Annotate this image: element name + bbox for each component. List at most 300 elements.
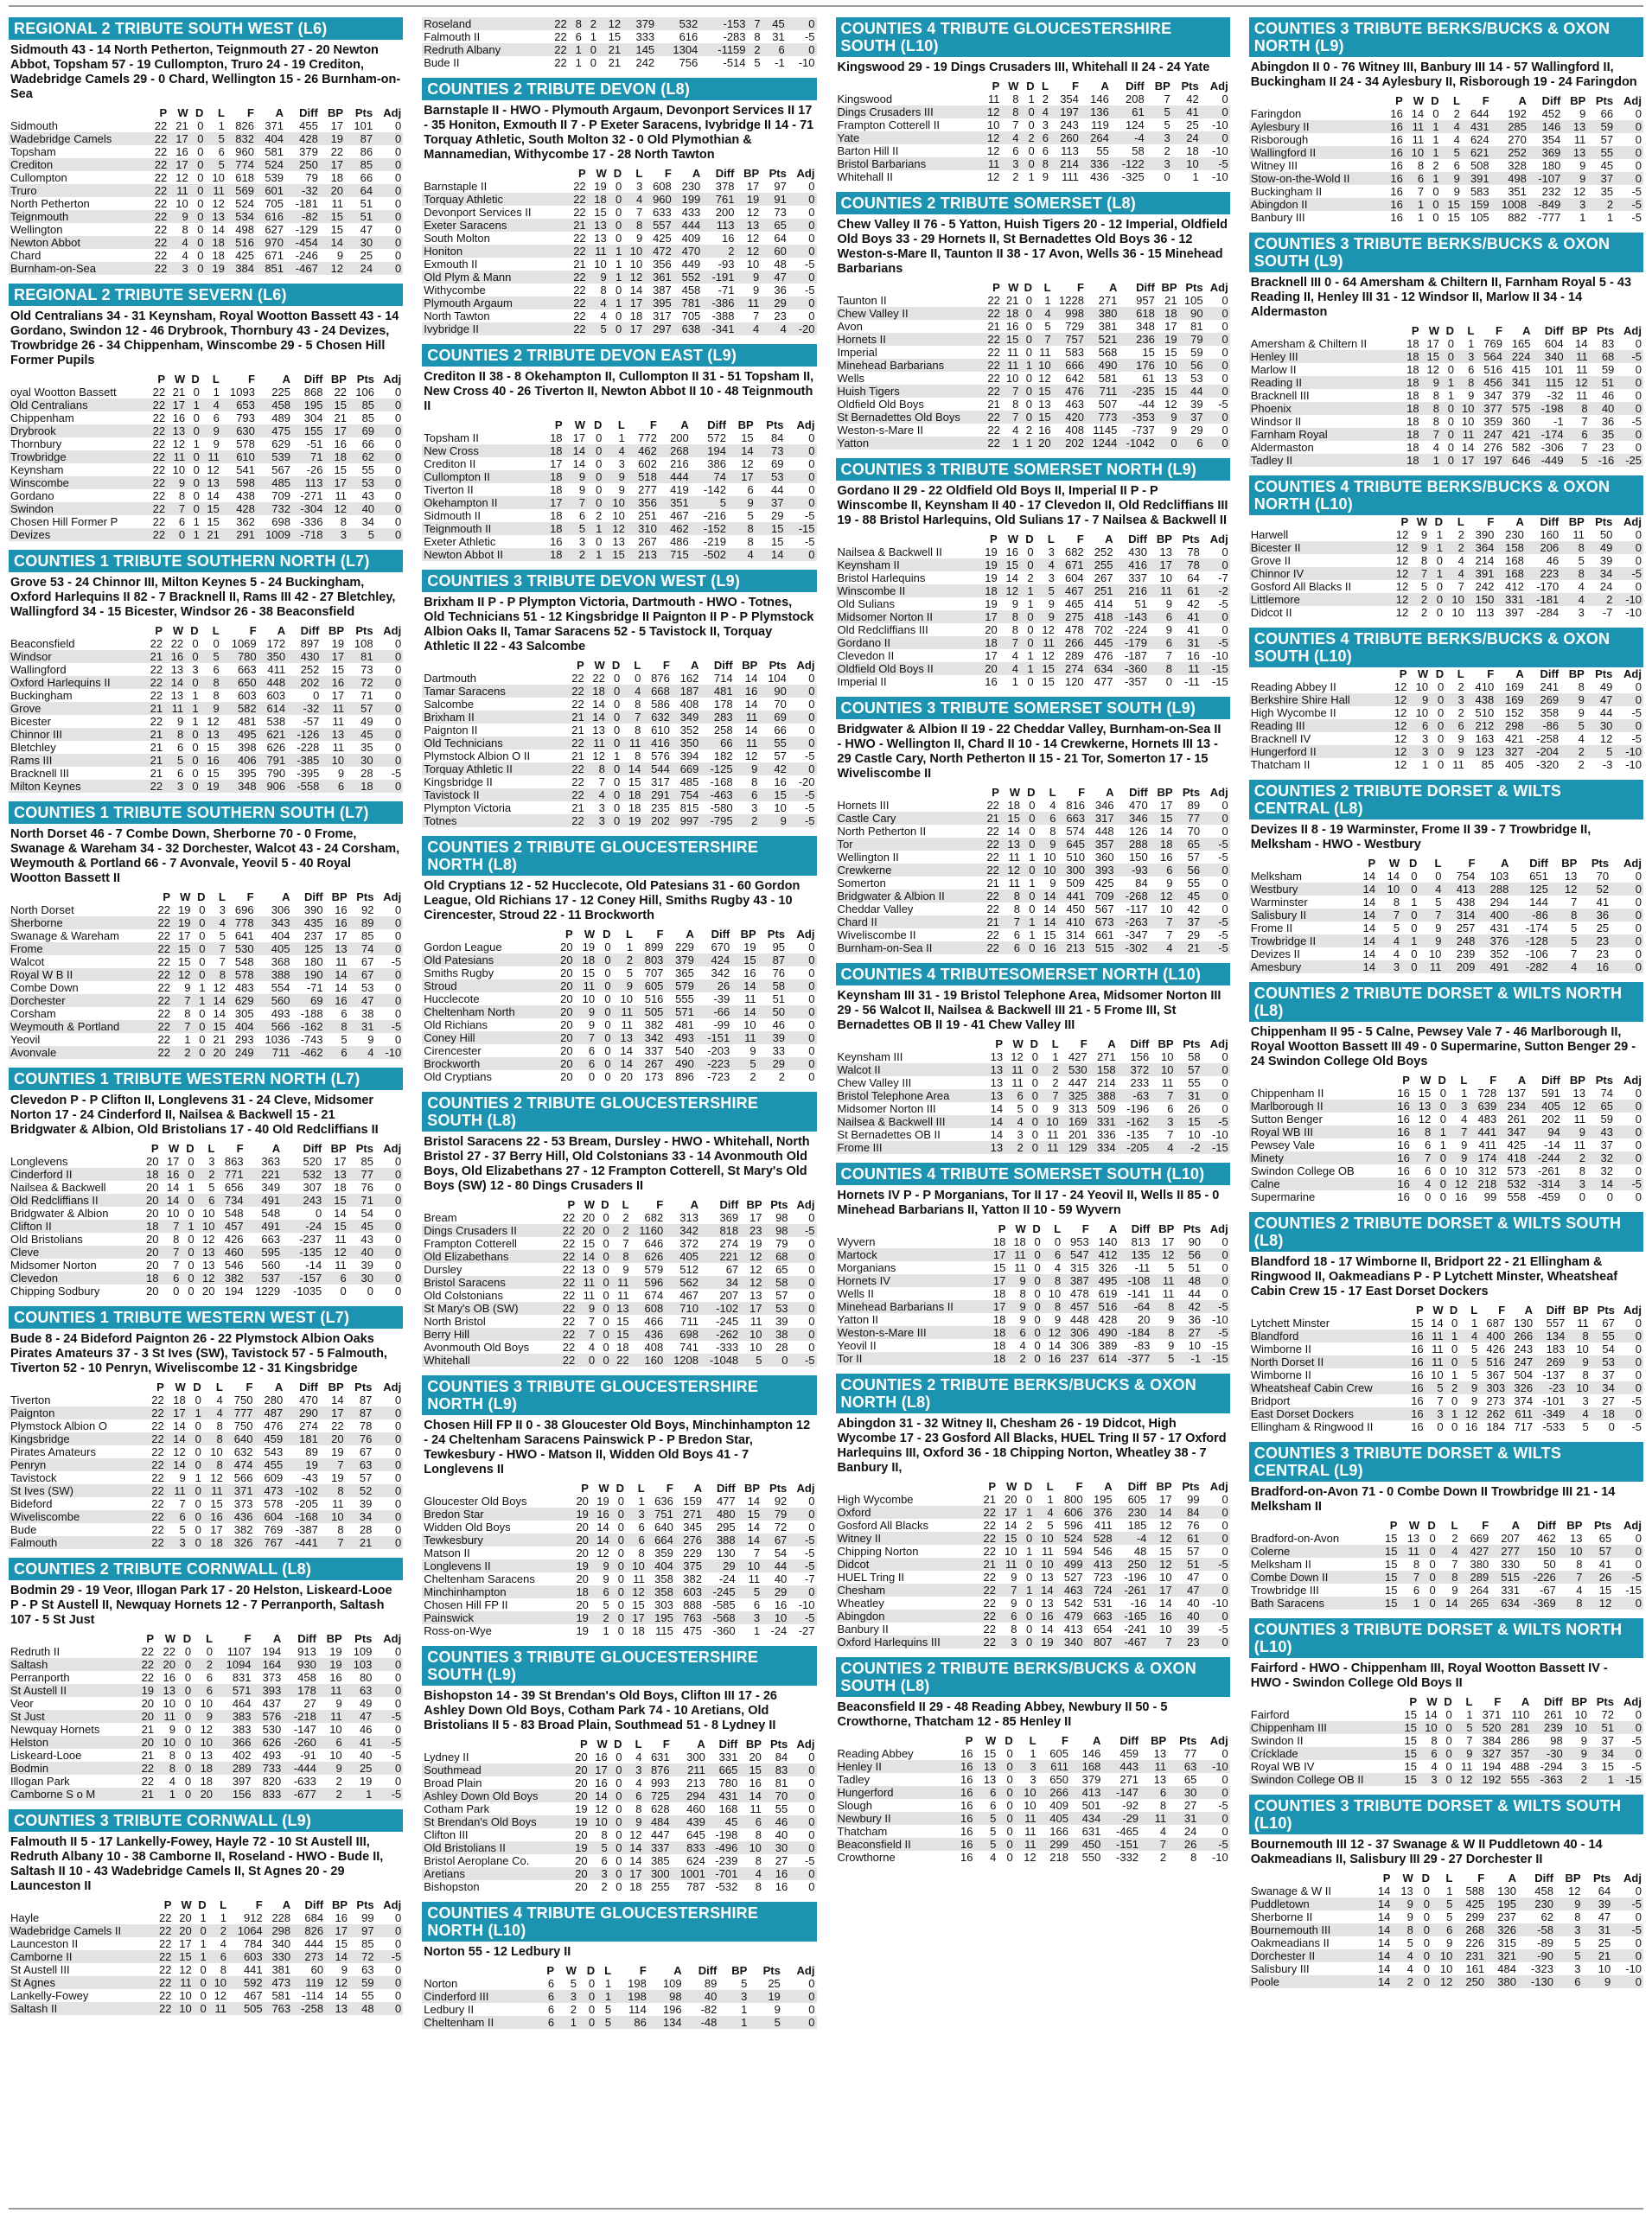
stat-cell: 15 (1404, 1760, 1417, 1773)
stat-cell: 3 (1001, 157, 1020, 170)
column-header: A (692, 167, 701, 180)
stat-cell: 16 (960, 1799, 973, 1812)
stat-cell: 2 (1007, 1352, 1027, 1365)
stat-cell: 0 (788, 271, 817, 284)
stat-cell: -198 (1533, 402, 1566, 415)
stat-cell: 0 (1202, 610, 1230, 623)
league-title: COUNTIES 2 TRIBUTE SOMERSET (L8) (836, 192, 1230, 214)
stat-cell: 6 (601, 1854, 608, 1867)
stat-cell: 12 (200, 1723, 214, 1736)
stat-cell: 0 (395, 637, 402, 650)
stat-cell: 14 (1353, 934, 1377, 947)
stat-cell: -218 (283, 1710, 318, 1723)
stat-cell: 476 (1053, 385, 1086, 398)
team-name: Cotham Park (424, 1802, 490, 1815)
stat-cell: 4 (1001, 131, 1020, 144)
table-row (1249, 1342, 1643, 1355)
stat-cell: 5 (564, 522, 588, 535)
stat-cell: 0 (604, 1070, 611, 1083)
stat-cell: 340 (271, 1937, 291, 1950)
stat-cell: 8 (1393, 896, 1400, 909)
column-header (422, 1964, 539, 1977)
column-header: L (212, 373, 220, 386)
stat-cell: 8 (1043, 1274, 1062, 1287)
stat-cell: 19 (1157, 333, 1179, 346)
stat-cell: 413 (1063, 1623, 1083, 1636)
team-name: Hayle (10, 1911, 40, 1924)
stat-cell: 477 (1094, 675, 1113, 688)
stat-cell: 10 (1461, 415, 1475, 428)
team-name: oyal Wootton Bassett (10, 386, 117, 399)
column-header: Adj (1209, 281, 1228, 294)
team-name: Trowbridge II (1249, 934, 1353, 947)
team-name: Longlevens II (422, 1559, 570, 1572)
table-header-row (836, 281, 1230, 294)
stat-cell: -90 (1518, 1949, 1555, 1962)
stat-cell: 0 (788, 245, 817, 258)
column-header: Pts (1179, 1734, 1197, 1747)
stat-cell: 763 (675, 1611, 704, 1624)
column-header: Diff (713, 659, 733, 672)
stat-cell: 0 (1025, 1063, 1040, 1076)
table-row (836, 1300, 1230, 1313)
stat-cell: 291 (642, 788, 672, 801)
stat-cell: 19 (570, 1841, 590, 1854)
stat-cell: 346 (1094, 799, 1114, 812)
stat-cell: 19 (570, 1559, 590, 1572)
stat-cell: 0 (1635, 896, 1642, 909)
stat-cell: 314 (1066, 928, 1086, 941)
stat-cell: 22 (152, 942, 172, 955)
stat-cell: 16 (1397, 1164, 1410, 1177)
stat-cell: 16 (172, 411, 186, 424)
stat-cell: 0 (206, 1645, 214, 1658)
team-name: Chard II (836, 915, 980, 928)
stat-cell: 16 (1005, 320, 1019, 333)
stat-cell: 1 (1029, 877, 1036, 890)
league-results: Chosen Hill FP II 0 - 38 Gloucester Old Boys, Minchinhampton 12 - 24 Cheltenham Saracens Painswick P - P Bredon Star, Tewkesbury - HWO - Matson II, Widden Old Boys 41 - 7 Longlevens II (424, 1419, 811, 1476)
stat-cell: 8 (1412, 1126, 1432, 1138)
stat-cell: 0 (808, 1237, 815, 1250)
column-header: W (598, 1482, 609, 1495)
stat-cell: 8 (164, 728, 185, 741)
stat-cell: 639 (1469, 1100, 1498, 1113)
stat-cell: 18 (1157, 307, 1179, 320)
stat-cell: 15 (1404, 1708, 1417, 1721)
stat-cell: 868 (303, 386, 323, 399)
table-row (836, 864, 1230, 877)
stat-cell: -162 (291, 1020, 324, 1033)
team-name: Yatton II (837, 1313, 878, 1326)
stat-cell: 2 (584, 17, 598, 30)
stat-cell: 0 (1029, 799, 1036, 812)
stat-cell: 0 (1616, 1747, 1643, 1760)
stat-cell: 0 (1437, 758, 1445, 771)
stat-cell: 18 (992, 1287, 1006, 1300)
stat-cell: 37 (756, 496, 786, 509)
stat-cell: 16 (735, 685, 760, 698)
stat-cell: 22 (977, 1636, 998, 1649)
column-header: W (1417, 667, 1429, 680)
table-row (1249, 1330, 1643, 1342)
stat-cell: 3 (164, 780, 185, 793)
stat-cell: 769 (1483, 337, 1502, 350)
stat-cell: -5 (804, 749, 815, 762)
stat-cell: 19 (201, 780, 221, 793)
stat-cell: 10 (1048, 1287, 1062, 1300)
stat-cell: 6 (178, 515, 186, 528)
stat-cell: 524 (235, 197, 254, 210)
stat-cell: 0 (181, 1272, 195, 1285)
stat-cell: -102 (284, 1484, 320, 1497)
stat-cell: 458 (1534, 1885, 1553, 1897)
stat-cell: -5 (1202, 1326, 1230, 1339)
stat-cell: 16 (722, 232, 735, 245)
team-name: Fairford (1250, 1708, 1290, 1721)
table-row (422, 30, 816, 43)
column-header: P (567, 1198, 576, 1211)
stat-cell: -24 (282, 1220, 323, 1233)
column-header: W (1008, 281, 1019, 294)
team-name: Banbury II (837, 1623, 889, 1636)
stat-cell: 325 (1061, 1089, 1089, 1102)
stat-cell: 76 (360, 1181, 373, 1194)
stat-cell: 9 (167, 476, 187, 489)
stat-cell: 5 (604, 2003, 612, 2016)
stat-cell: 7 (575, 1031, 596, 1044)
table-row (836, 941, 1230, 954)
league-section (1249, 780, 1643, 973)
stat-cell: 22 (154, 145, 168, 158)
stat-cell: 6 (160, 1272, 181, 1285)
stat-cell: 12 (1395, 606, 1409, 619)
column-header: Adj (1623, 1304, 1642, 1317)
stat-cell: 16 (1390, 211, 1403, 224)
stat-cell: 22 (986, 902, 999, 915)
stat-cell: 0 (375, 968, 403, 981)
table-header-row (422, 1198, 816, 1211)
table-header-row (422, 1482, 816, 1495)
column-header: Diff (1534, 1872, 1553, 1885)
stat-cell: 250 (285, 158, 320, 171)
stat-cell: 0 (808, 232, 815, 245)
stat-cell: 340 (1533, 350, 1566, 363)
stat-cell: 0 (1429, 1558, 1436, 1571)
stat-cell: -27 (798, 1624, 815, 1637)
stat-cell: 11 (169, 184, 189, 197)
stat-cell: -347 (1125, 928, 1148, 941)
stat-cell: 20 (576, 1547, 589, 1559)
stat-cell: 14 (325, 968, 349, 981)
stat-cell: 6 (1179, 437, 1205, 450)
stat-cell: 6 (1167, 1102, 1174, 1115)
stat-cell: 8 (638, 1547, 645, 1559)
stat-cell: 357 (1087, 838, 1116, 851)
column-header: BP (1156, 533, 1172, 545)
team-name: Chosen Hill Former P (10, 515, 118, 528)
stat-cell: 0 (1221, 372, 1228, 385)
stat-cell: -241 (1124, 1623, 1147, 1636)
column-header: W (175, 1381, 186, 1393)
column-header: Pts (354, 1632, 373, 1645)
stat-cell: 14 (1369, 1923, 1392, 1936)
column-header: Pts (1182, 1480, 1200, 1493)
column-header: A (691, 659, 699, 672)
table-row (1249, 107, 1643, 120)
stat-cell: 0 (1202, 1636, 1230, 1649)
column-header: W (584, 1198, 596, 1211)
team-name: Bideford (10, 1497, 53, 1510)
team-name: Truro (9, 184, 148, 197)
stat-cell: 11 (1566, 350, 1590, 363)
stat-cell: 19 (985, 545, 998, 558)
stat-cell: 12 (1042, 623, 1055, 636)
stat-cell: 485 (257, 476, 292, 489)
stat-cell: 9 (1166, 877, 1173, 890)
stat-cell: 12 (1426, 363, 1439, 376)
stat-cell: 36 (774, 284, 787, 297)
league-section (9, 1068, 403, 1298)
stat-cell: 1 (604, 1977, 612, 1990)
stat-cell: 4 (1036, 105, 1050, 118)
stat-cell: 0 (1617, 1355, 1643, 1368)
stat-cell: 168 (1496, 567, 1526, 580)
team-name: Huish Tigers (836, 385, 984, 398)
stat-cell: 103 (1489, 870, 1509, 883)
stat-cell: 47 (360, 223, 373, 236)
stat-cell: 13 (201, 1259, 215, 1272)
stat-cell: 0 (395, 741, 402, 754)
stat-cell: 0 (374, 236, 403, 249)
stat-cell: 515 (1087, 941, 1116, 954)
table-row (9, 1510, 403, 1523)
stat-cell: 22 (980, 864, 1001, 877)
stat-cell: 0 (1025, 294, 1033, 307)
column-header (1249, 1519, 1377, 1532)
stat-cell: -10 (1198, 1760, 1229, 1773)
stat-cell: 4 (736, 322, 761, 335)
stat-cell: 48 (349, 2002, 376, 2015)
stat-cell: 8 (203, 1432, 225, 1445)
stat-cell: 6 (1432, 1923, 1454, 1936)
stat-cell: -395 (297, 767, 320, 780)
stat-cell: 350 (672, 737, 701, 749)
table-row (9, 955, 403, 968)
stat-cell: 14 (756, 548, 786, 561)
stat-cell: -10 (1625, 606, 1642, 619)
column-header: W (1408, 1519, 1420, 1532)
table-row (422, 1341, 816, 1354)
stat-cell: 12 (1394, 758, 1407, 771)
stat-cell: 16 (774, 1598, 788, 1611)
stat-cell: 0 (577, 1354, 596, 1367)
column-header: L (215, 1381, 223, 1393)
stat-cell: 12 (1395, 554, 1409, 567)
stat-cell: 0 (374, 210, 403, 223)
stat-cell: 0 (373, 1510, 403, 1523)
stat-cell: -205 (1118, 1141, 1151, 1154)
stat-cell: 10 (196, 1220, 217, 1233)
table-row (9, 1393, 403, 1406)
stat-cell: 0 (188, 1155, 195, 1168)
stat-cell: 11 (156, 1710, 177, 1723)
column-header: D (1027, 786, 1036, 799)
stat-cell: 9 (1448, 1151, 1469, 1164)
league-table (1249, 1074, 1643, 1203)
stat-cell: 352 (679, 724, 699, 737)
column-header: BP (1572, 1304, 1589, 1317)
team-name: Illogan Park (10, 1775, 70, 1788)
stat-cell: 12 (1011, 1050, 1024, 1063)
stat-cell: 784 (243, 1937, 263, 1950)
stat-cell: 0 (1202, 812, 1230, 825)
stat-cell: 3 (1574, 1962, 1581, 1975)
stat-cell: 698 (271, 515, 290, 528)
stat-cell: 807 (1085, 1636, 1114, 1649)
stat-cell: 4 (1019, 1339, 1026, 1352)
stat-cell: 9 (575, 1005, 596, 1018)
stat-cell: 285 (1491, 120, 1528, 133)
stat-cell: 1 (1579, 211, 1586, 224)
stat-cell: 27 (1602, 1394, 1615, 1407)
stat-cell: -244 (1528, 1151, 1562, 1164)
team-name: Chippenham II (1250, 1087, 1324, 1100)
league-table (422, 928, 816, 1083)
stat-cell: 342 (711, 966, 730, 979)
stat-cell: 20 (582, 1211, 596, 1224)
league-section (836, 963, 1230, 1154)
stat-cell: 0 (1034, 1287, 1041, 1300)
column-header: L (218, 890, 226, 903)
stat-cell: 15 (731, 953, 757, 966)
stat-cell: 0 (787, 979, 816, 992)
stat-cell: 21 (150, 767, 163, 780)
stat-cell: -514 (723, 56, 746, 69)
stat-cell: 12 (1584, 1597, 1613, 1610)
stat-cell: 0 (1615, 146, 1643, 159)
stat-cell: 5 (164, 754, 185, 767)
stat-cell: 165 (1511, 337, 1531, 350)
stat-cell: 78 (1174, 558, 1202, 571)
stat-cell: 0 (190, 262, 206, 275)
stat-cell: 34 (361, 515, 375, 528)
stat-cell: 602 (638, 457, 657, 470)
stat-cell: 0 (1616, 402, 1643, 415)
stat-cell: 14 (1041, 1623, 1054, 1636)
stat-cell: 29 (762, 1585, 788, 1598)
table-row (9, 903, 403, 916)
stat-cell: 0 (788, 685, 817, 698)
stat-cell: 0 (788, 219, 817, 232)
stat-cell: 22 (151, 1471, 164, 1484)
column-header: BP (330, 373, 347, 386)
stat-cell: 9 (613, 979, 635, 992)
stat-cell: 14 (744, 724, 758, 737)
stat-cell: 0 (808, 992, 815, 1005)
team-name: Salisbury III (1250, 1962, 1310, 1975)
stat-cell: 34 (700, 1276, 740, 1289)
stat-cell: 9 (1036, 610, 1056, 623)
column-header: Diff (303, 1142, 322, 1155)
stat-cell: 0 (1429, 1584, 1436, 1597)
stat-cell: 528 (1085, 1532, 1114, 1545)
stat-cell: -360 (712, 1624, 736, 1637)
stat-cell: 463 (1056, 1584, 1085, 1597)
column-header: L (617, 418, 625, 431)
stat-cell: 5 (1406, 1936, 1413, 1949)
stat-cell: 0 (395, 119, 402, 132)
stat-cell: 289 (214, 1762, 253, 1775)
stat-cell: 1 (181, 1220, 195, 1233)
stat-cell: 5 (596, 2016, 613, 2029)
team-name: Buckingham II (1250, 185, 1323, 198)
stat-cell: 0 (1221, 346, 1228, 359)
team-name: St Bernadettes OB II (837, 1128, 941, 1141)
stat-cell: 20 (552, 1005, 574, 1018)
stat-cell: 0 (395, 903, 402, 916)
stat-cell: 214 (1475, 554, 1495, 567)
stat-cell: 55 (1187, 877, 1201, 890)
column-header: BP (1151, 1734, 1167, 1747)
team-name: Swanage & Wareham (10, 929, 119, 942)
stat-cell: 619 (1098, 1287, 1118, 1300)
stat-cell: 16 (1454, 1190, 1468, 1203)
stat-cell: -15 (1616, 1773, 1643, 1786)
stat-cell: 354 (1541, 133, 1561, 146)
stat-cell: 0 (1611, 883, 1643, 896)
stat-cell: 8 (1392, 1923, 1414, 1936)
stat-cell: 425 (1094, 877, 1114, 890)
stat-cell: 0 (192, 1020, 207, 1033)
stat-cell: 418 (1086, 610, 1115, 623)
stat-cell: 379 (299, 145, 318, 158)
team-name: Old Technicians (422, 737, 564, 749)
league-title: COUNTIES 2 TRIBUTE DEVON EAST (L9) (422, 344, 816, 367)
stat-cell: 10 (1415, 680, 1429, 693)
stat-cell: 0 (395, 1911, 402, 1924)
stat-cell: 633 (653, 206, 672, 219)
stat-cell: 4 (728, 548, 756, 561)
stat-cell: -849 (1528, 198, 1562, 211)
stat-cell: 192 (1474, 1773, 1502, 1786)
stat-cell: 48 (1176, 1274, 1202, 1287)
stat-cell: 0 (788, 193, 817, 206)
stat-cell: 330 (1501, 1558, 1520, 1571)
stat-cell: 650 (221, 676, 258, 689)
stat-cell: 15 (1385, 1532, 1398, 1545)
stat-cell: 11 (1015, 1812, 1038, 1825)
stat-cell: 10 (603, 496, 627, 509)
table-row (1249, 1381, 1643, 1394)
stat-cell: 0 (596, 953, 612, 966)
stat-cell: 0 (373, 1762, 403, 1775)
stat-cell: 13 (170, 663, 184, 676)
column-header: L (1043, 281, 1051, 294)
column-header: P (156, 1381, 164, 1393)
stat-cell: 0 (193, 386, 200, 399)
stat-cell: -15 (1202, 1141, 1230, 1154)
stat-cell: 14 (629, 284, 643, 297)
stat-cell: -235 (1119, 385, 1156, 398)
stat-cell: 696 (234, 903, 254, 916)
team-name: Kingsbridge II (424, 775, 493, 788)
stat-cell: -7 (1218, 571, 1228, 584)
stat-cell: 0 (607, 788, 622, 801)
stat-cell: 32 (1600, 1164, 1613, 1177)
stat-cell: 13 (1041, 1571, 1054, 1584)
stat-cell: 0 (1635, 441, 1642, 454)
column-header: D (1032, 1222, 1041, 1235)
